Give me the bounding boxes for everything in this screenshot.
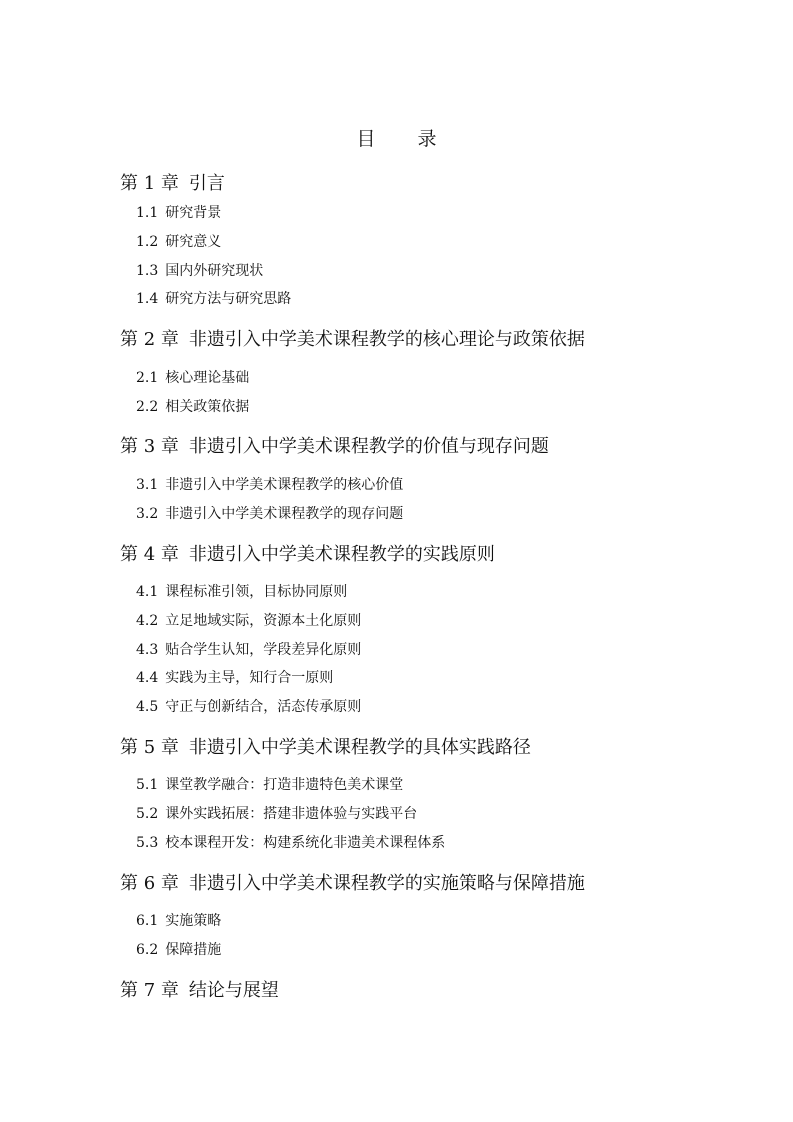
- section-title: 贴合学生认知，学段差异化原则: [165, 642, 362, 658]
- section-title: 研究方法与研究思路: [165, 291, 292, 307]
- chapter-number: 第 3 章: [120, 436, 179, 457]
- toc-section-4-4[interactable]: [136, 667, 333, 687]
- chapter-number: 第 7 章: [120, 980, 179, 1001]
- section-title: 核心理论基础: [165, 370, 250, 386]
- chapter-title: 引言: [188, 173, 225, 194]
- toc-section-6-1[interactable]: [136, 910, 221, 930]
- section-title: 非遗引入中学美术课程教学的现存问题: [165, 506, 404, 522]
- chapter-number: 第 5 章: [120, 737, 179, 758]
- toc-chapter-1[interactable]: [120, 169, 225, 195]
- section-number: 1.2: [136, 234, 159, 250]
- toc-chapter-5[interactable]: [120, 733, 531, 759]
- section-number: 4.4: [136, 670, 159, 686]
- section-number: 1.1: [136, 205, 159, 221]
- chapter-number: 第 1 章: [120, 173, 179, 194]
- toc-chapter-3[interactable]: [120, 432, 549, 458]
- toc-section-2-1[interactable]: [136, 367, 249, 387]
- section-number: 5.2: [136, 806, 159, 822]
- section-number: 3.1: [136, 477, 159, 493]
- toc-chapter-7[interactable]: [120, 976, 279, 1002]
- section-title: 保障措施: [165, 942, 222, 958]
- section-title: 守正与创新结合，活态传承原则: [165, 699, 362, 715]
- toc-section-2-2[interactable]: [136, 396, 249, 416]
- section-title: 非遗引入中学美术课程教学的核心价值: [165, 477, 404, 493]
- toc-section-4-2[interactable]: [136, 610, 361, 630]
- section-title: 校本课程开发：构建系统化非遗美术课程体系: [165, 835, 446, 851]
- section-number: 2.2: [136, 399, 159, 415]
- chapter-title: 非遗引入中学美术课程教学的实践原则: [188, 544, 495, 565]
- toc-section-5-2[interactable]: [136, 803, 417, 823]
- chapter-title: 非遗引入中学美术课程教学的实施策略与保障措施: [188, 873, 585, 894]
- toc-chapter-6[interactable]: [120, 869, 585, 895]
- toc-section-5-3[interactable]: [136, 832, 445, 852]
- section-number: 4.5: [136, 699, 159, 715]
- toc-section-1-2[interactable]: [136, 231, 221, 251]
- section-title: 课堂教学融合：打造非遗特色美术课堂: [165, 777, 404, 793]
- section-number: 2.1: [136, 370, 159, 386]
- section-number: 4.1: [136, 584, 159, 600]
- toc-chapter-2[interactable]: [120, 325, 585, 351]
- section-number: 1.3: [136, 263, 159, 279]
- toc-title: 目 录: [356, 128, 455, 150]
- section-title: 课外实践拓展：搭建非遗体验与实践平台: [165, 806, 418, 822]
- chapter-number: 第 4 章: [120, 544, 179, 565]
- chapter-title: 非遗引入中学美术课程教学的核心理论与政策依据: [188, 329, 585, 350]
- section-number: 6.1: [136, 913, 159, 929]
- section-title: 立足地域实际，资源本土化原则: [165, 613, 362, 629]
- chapter-title: 结论与展望: [188, 980, 279, 1001]
- toc-section-4-5[interactable]: [136, 696, 361, 716]
- section-title: 研究意义: [165, 234, 222, 250]
- toc-section-1-4[interactable]: [136, 288, 291, 308]
- toc-chapter-4[interactable]: [120, 540, 495, 566]
- chapter-title: 非遗引入中学美术课程教学的价值与现存问题: [188, 436, 549, 457]
- section-title: 相关政策依据: [165, 399, 250, 415]
- toc-section-5-1[interactable]: [136, 774, 403, 794]
- toc-section-4-3[interactable]: [136, 639, 361, 659]
- section-number: 6.2: [136, 942, 159, 958]
- section-number: 4.2: [136, 613, 159, 629]
- section-title: 实施策略: [165, 913, 222, 929]
- section-number: 4.3: [136, 642, 159, 658]
- section-number: 5.3: [136, 835, 159, 851]
- toc-section-1-1[interactable]: [136, 202, 221, 222]
- chapter-number: 第 2 章: [120, 329, 179, 350]
- section-title: 课程标准引领，目标协同原则: [165, 584, 348, 600]
- toc-section-6-2[interactable]: [136, 939, 221, 959]
- toc-section-4-1[interactable]: [136, 581, 347, 601]
- section-title: 实践为主导，知行合一原则: [165, 670, 334, 686]
- section-number: 1.4: [136, 291, 159, 307]
- toc-section-1-3[interactable]: [136, 260, 263, 280]
- section-number: 3.2: [136, 506, 159, 522]
- chapter-number: 第 6 章: [120, 873, 179, 894]
- toc-section-3-1[interactable]: [136, 474, 403, 494]
- section-title: 国内外研究现状: [165, 263, 264, 279]
- section-title: 研究背景: [165, 205, 222, 221]
- toc-section-3-2[interactable]: [136, 503, 403, 523]
- section-number: 5.1: [136, 777, 159, 793]
- chapter-title: 非遗引入中学美术课程教学的具体实践路径: [188, 737, 531, 758]
